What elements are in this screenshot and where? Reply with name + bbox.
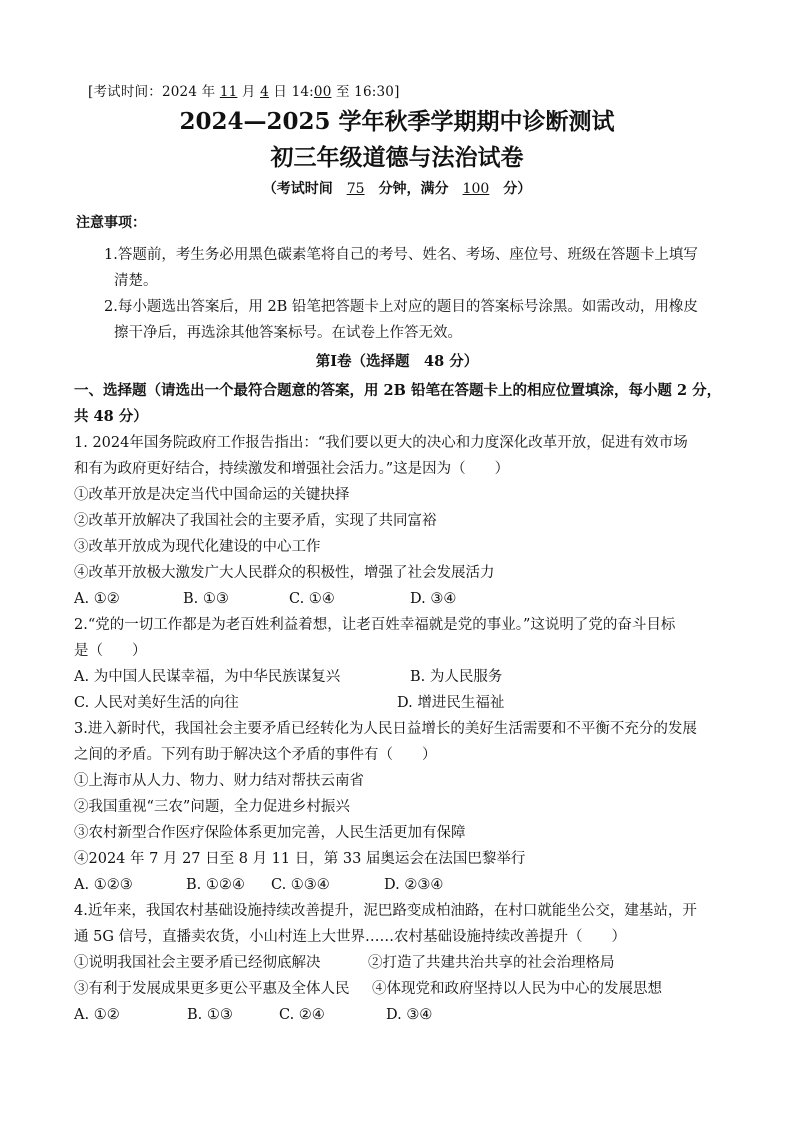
section-heading: 第Ⅰ卷（选择题 48 分） (315, 353, 479, 370)
question-statement: ①上海市从人力、物力、财力结对帮扶云南省 (74, 773, 364, 789)
exam-title-line1: 2024—2025 学年秋季学期期中诊断测试 (179, 108, 615, 135)
notice-item-2-line-1: 2.每小题选出答案后，用 2B 铅笔把答题卡上对应的题目的答案标号涂黑。如需改动，用橡皮 (104, 299, 698, 315)
question-stem-line: 1. 2024年国务院政府工作报告指出：“我们要以更大的决心和力度深化改革开放，促进有效市场 (74, 435, 688, 451)
exam-time-line (88, 80, 400, 100)
question-3 (74, 716, 734, 898)
duration-prefix: （考试时间 (262, 181, 333, 197)
option-a[interactable]: A. 为中国人民谋幸福，为中华民族谋复兴 (74, 669, 341, 685)
exam-duration-score (0, 178, 794, 198)
score-suffix: 分） (503, 181, 532, 197)
question-stem-line: 和有为政府更好结合，持续激发和增强社会活力。”这是因为（ ） (74, 461, 510, 477)
question-statement-pair (74, 950, 734, 976)
full-score: 100 (462, 181, 490, 197)
duration-minutes: 75 (346, 181, 365, 197)
question-stem-line: 通 5G 信号，直播卖农货，小山村连上大世界……农村基础设施持续改善提升（ ） (74, 929, 627, 945)
exam-title-line2: 初三年级道德与法治试卷 (270, 144, 524, 171)
option-c[interactable]: C. ①③④ (271, 877, 330, 893)
option-d[interactable]: D. ③④ (410, 591, 457, 607)
question-statement: ②我国重视“三农”问题，全力促进乡村振兴 (74, 799, 350, 815)
option-a[interactable]: A. ①② (74, 1007, 120, 1023)
question-statement: ②打造了共建共治共享的社会治理格局 (368, 955, 615, 971)
exam-day: 4 (260, 84, 269, 100)
question-statement: ③改革开放成为现代化建设的中心工作 (74, 539, 321, 555)
question-statement: ④2024 年 7 月 27 日至 8 月 11 日，第 33 届奥运会在法国巴黎举行 (74, 851, 526, 867)
question-2 (74, 612, 734, 716)
part-heading: 一、选择题（请选出一个最符合题意的答案，用 2B 铅笔在答题卡上的相应位置填涂，每小题 2 分，共 48 分） (74, 382, 722, 425)
option-b[interactable]: B. 为人民服务 (410, 669, 503, 685)
question-statement: ②改革开放解决了我国社会的主要矛盾，实现了共同富裕 (74, 513, 437, 529)
exam-start-minute: 00 (313, 84, 332, 100)
option-d[interactable]: D. ②③④ (384, 877, 444, 893)
question-stem-line: 之间的矛盾。下列有助于解决这个矛盾的事件有（ ） (74, 747, 437, 763)
question-statement: ①改革开放是决定当代中国命运的关键抉择 (74, 487, 350, 503)
notice-heading: 注意事项： (76, 215, 146, 231)
notice-item-1-line-2: 清楚。 (114, 273, 158, 289)
question-stem-line: 4.近年来，我国农村基础设施持续改善提升，泥巴路变成柏油路，在村口就能坐公交，建基站，开 (74, 903, 697, 919)
question-statement: ④体现党和政府坚持以人民为中心的发展思想 (372, 981, 662, 997)
answer-options (74, 664, 734, 690)
option-d[interactable]: D. 增进民生福祉 (397, 695, 505, 711)
notice-item-1-line-1: 1.答题前，考生务必用黑色碳素笔将自己的考号、姓名、考场、座位号、班级在答题卡上填写 (104, 247, 698, 263)
answer-options (74, 690, 734, 716)
exam-time-prefix: [考试时间：2024 年 (88, 84, 220, 100)
option-a[interactable]: A. ①② (74, 591, 120, 607)
question-stem-line: 3.进入新时代，我国社会主要矛盾已经转化为人民日益增长的美好生活需要和不平衡不充分的发展 (74, 721, 697, 737)
option-a[interactable]: A. ①②③ (74, 877, 133, 893)
option-c[interactable]: C. ①④ (289, 591, 335, 607)
notice-item-2-line-2: 擦干净后，再选涂其他答案标号。在试卷上作答无效。 (114, 325, 462, 341)
option-c[interactable]: C. 人民对美好生活的向往 (74, 695, 239, 711)
question-statement: ④改革开放极大激发广大人民群众的积极性，增强了社会发展活力 (74, 565, 495, 581)
notice-item-1 (104, 242, 724, 294)
question-stem-line: 是（ ） (74, 643, 147, 659)
option-d[interactable]: D. ③④ (386, 1007, 433, 1023)
answer-options (74, 586, 734, 612)
exam-time-suffix: 至 16:30] (331, 84, 400, 100)
exam-day-unit: 日 14: (268, 84, 314, 100)
question-1 (74, 430, 734, 612)
question-stem-line: 2.“党的一切工作都是为老百姓利益着想，让老百姓幸福就是党的事业。”这说明了党的奋斗目标 (74, 617, 676, 633)
question-statement-pair (74, 976, 734, 1002)
question-statement: ①说明我国社会主要矛盾已经彻底解决 (74, 955, 321, 971)
answer-options (74, 872, 734, 898)
option-c[interactable]: C. ②④ (279, 1007, 325, 1023)
option-b[interactable]: B. ①③ (187, 1007, 233, 1023)
question-4 (74, 898, 734, 1028)
exam-month: 11 (219, 84, 238, 100)
option-b[interactable]: B. ①②④ (186, 877, 245, 893)
answer-options (74, 1002, 734, 1028)
exam-month-unit: 月 (237, 84, 261, 100)
notice-item-2 (104, 294, 724, 346)
question-statement: ③有利于发展成果更多更公平惠及全体人民 (74, 981, 350, 997)
score-prefix: 分钟，满分 (378, 181, 449, 197)
option-b[interactable]: B. ①③ (183, 591, 229, 607)
question-statement: ③农村新型合作医疗保险体系更加完善，人民生活更加有保障 (74, 825, 466, 841)
